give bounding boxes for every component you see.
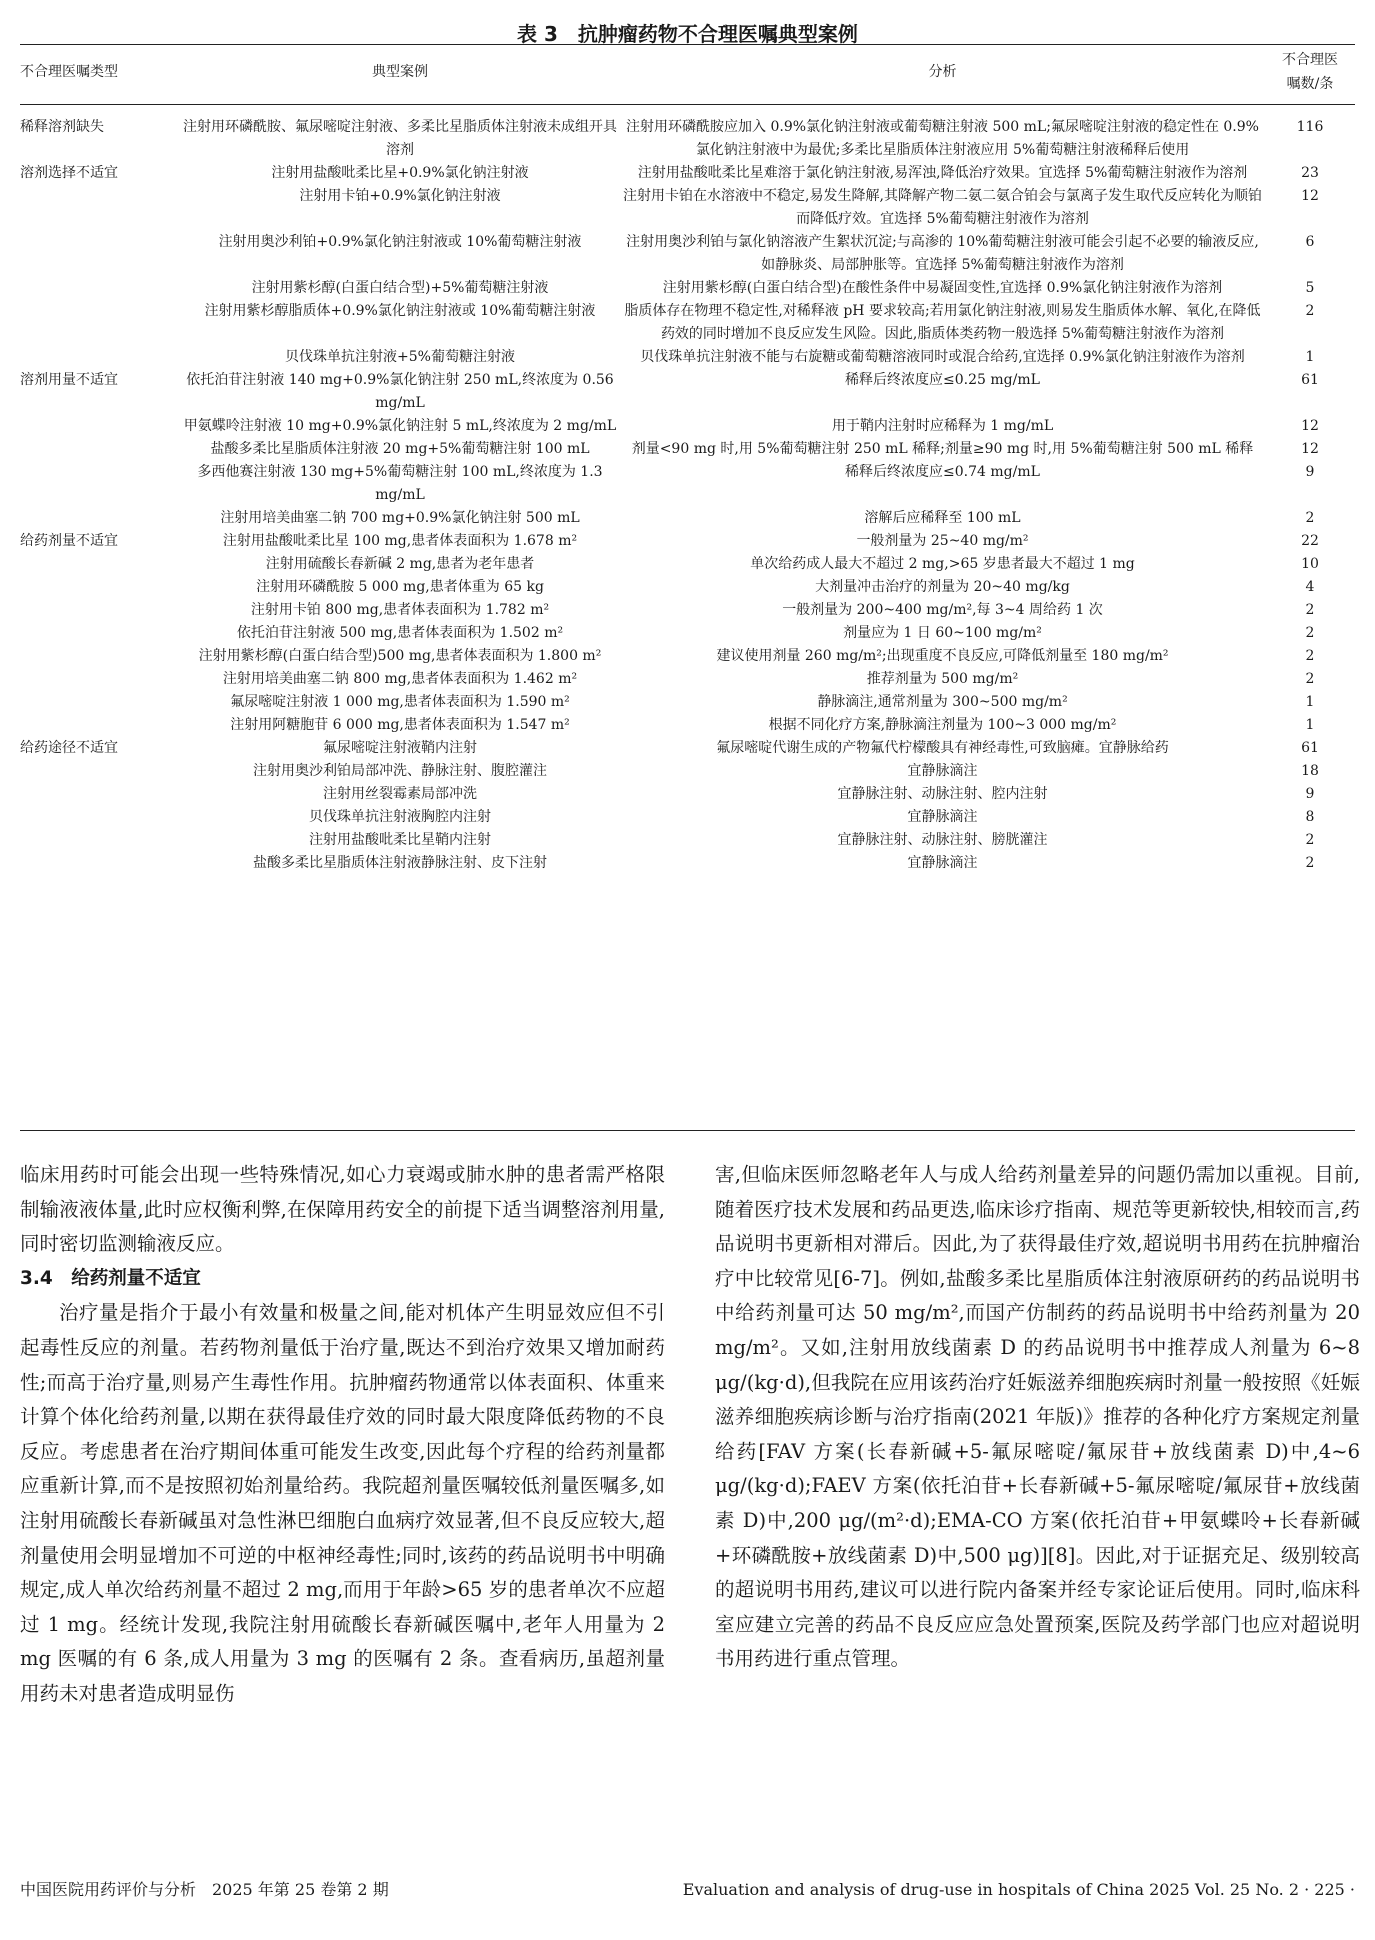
cell-count: 22 [1301, 533, 1319, 549]
cell-case: 氟尿嘧啶注射液鞘内注射 [323, 740, 477, 756]
table-row [20, 714, 1355, 737]
cell-analysis: 静脉滴注,通常剂量为 300~500 mg/m² [817, 694, 1068, 710]
cell-case: 注射用紫杉醇(白蛋白结合型)+5%葡萄糖注射液 [251, 280, 549, 296]
cell-case: 注射用卡铂 800 mg,患者体表面积为 1.782 m² [250, 602, 550, 618]
cell-count: 9 [1305, 786, 1315, 802]
cell-type [20, 185, 180, 231]
cell-type [20, 783, 180, 806]
cell-count: 23 [1301, 165, 1319, 181]
cell-analysis: 宜静脉滴注 [907, 855, 978, 871]
cell-type: 稀释溶剂缺失 [20, 119, 104, 135]
table-row [20, 553, 1355, 576]
cell-case: 注射用紫杉醇(白蛋白结合型)500 mg,患者体表面积为 1.800 m² [198, 648, 602, 664]
table-row [20, 622, 1355, 645]
cell-analysis: 氟尿嘧啶代谢生成的产物氟代柠檬酸具有神经毒性,可致脑瘫。宜静脉给药 [716, 740, 1169, 756]
cell-analysis: 注射用紫杉醇(白蛋白结合型)在酸性条件中易凝固变性,宜选择 0.9%氯化钠注射液作为溶剂 [662, 280, 1223, 296]
table-body [20, 116, 1355, 875]
cell-count: 116 [1296, 119, 1324, 135]
cell-type [20, 346, 180, 369]
table-row [20, 829, 1355, 852]
header-count-line1: 不合理医 [1282, 52, 1338, 68]
header-type: 不合理医嘱类型 [20, 64, 118, 80]
table-row [20, 162, 1355, 185]
cell-analysis: 稀释后终浓度应≤0.74 mg/mL [845, 464, 1040, 480]
table-row [20, 231, 1355, 277]
cell-count: 9 [1305, 464, 1315, 480]
cell-count: 10 [1301, 556, 1319, 572]
cell-case: 注射用培美曲塞二钠 800 mg,患者体表面积为 1.462 m² [222, 671, 578, 687]
cell-type [20, 829, 180, 852]
table-row [20, 852, 1355, 875]
header-count-line2: 嘱数/条 [1286, 76, 1334, 92]
table-row [20, 415, 1355, 438]
cell-count: 2 [1305, 602, 1315, 618]
cell-count: 12 [1301, 441, 1319, 457]
header-count [1265, 48, 1355, 96]
cell-case: 注射用奥沙利铂局部冲洗、静脉注射、腹腔灌注 [253, 763, 547, 779]
cell-case: 注射用盐酸吡柔比星鞘内注射 [309, 832, 491, 848]
cell-count: 12 [1301, 188, 1319, 204]
cell-type [20, 576, 180, 599]
cell-case: 依托泊苷注射液 500 mg,患者体表面积为 1.502 m² [236, 625, 564, 641]
cell-type [20, 622, 180, 645]
cell-count: 1 [1305, 717, 1315, 733]
cell-case: 依托泊苷注射液 140 mg+0.9%氯化钠注射 250 mL,终浓度为 0.56 mg/mL [186, 372, 614, 411]
cell-count: 2 [1305, 510, 1315, 526]
table-row [20, 346, 1355, 369]
table-row [20, 369, 1355, 415]
cell-case: 多西他赛注射液 130 mg+5%葡萄糖注射 100 mL,终浓度为 1.3 mg/mL [197, 464, 603, 503]
cell-count: 2 [1305, 648, 1315, 664]
cell-case: 甲氨蝶呤注射液 10 mg+0.9%氯化钠注射 5 mL,终浓度为 2 mg/mL [183, 418, 617, 434]
cell-count: 5 [1305, 280, 1315, 296]
cell-analysis: 宜静脉注射、动脉注射、膀胱灌注 [837, 832, 1048, 848]
table-bottom-rule [20, 1130, 1355, 1131]
cell-analysis: 用于鞘内注射时应稀释为 1 mg/mL [831, 418, 1054, 434]
cell-case: 贝伐珠单抗注射液+5%葡萄糖注射液 [285, 349, 515, 365]
cell-analysis: 剂量<90 mg 时,用 5%葡萄糖注射 250 mL 稀释;剂量≥90 mg 时,用 5%葡萄糖注射 500 mL 稀释 [631, 441, 1254, 457]
cell-analysis: 注射用环磷酰胺应加入 0.9%氯化钠注射液或葡萄糖注射液 500 mL;氟尿嘧啶注射液的稳定性在 0.9%氯化钠注射液中为最优;多柔比星脂质体注射液应用 5%葡萄糖注射液稀释后使用 [626, 119, 1259, 158]
table-row [20, 576, 1355, 599]
table-row [20, 530, 1355, 553]
cell-count: 12 [1301, 418, 1319, 434]
body-right-column [715, 1158, 1360, 1677]
cell-case: 注射用环磷酰胺 5 000 mg,患者体重为 65 kg [256, 579, 544, 595]
table-row [20, 783, 1355, 806]
footer-journal-en: Evaluation and analysis of drug-use in hospitals of China 2025 Vol. 25 No. 2 · 225 · [682, 1880, 1355, 1899]
table-row [20, 806, 1355, 829]
cell-analysis: 宜静脉滴注 [907, 763, 978, 779]
cell-case: 盐酸多柔比星脂质体注射液静脉注射、皮下注射 [253, 855, 547, 871]
cell-count: 2 [1305, 855, 1315, 871]
cell-type [20, 507, 180, 530]
cell-type: 给药剂量不适宜 [20, 533, 118, 549]
cell-analysis: 注射用盐酸吡柔比星难溶于氯化钠注射液,易浑浊,降低治疗效果。宜选择 5%葡萄糖注射液作为溶剂 [637, 165, 1248, 181]
cell-analysis: 大剂量冲击治疗的剂量为 20~40 mg/kg [815, 579, 1070, 595]
cell-case: 注射用环磷酰胺、氟尿嘧啶注射液、多柔比星脂质体注射液未成组开具溶剂 [183, 119, 617, 158]
cell-analysis: 建议使用剂量 260 mg/m²;出现重度不良反应,可降低剂量至 180 mg/m² [716, 648, 1169, 664]
cell-type [20, 691, 180, 714]
cell-case: 注射用卡铂+0.9%氯化钠注射液 [299, 188, 501, 204]
cell-analysis: 溶解后应稀释至 100 mL [864, 510, 1021, 526]
table-row [20, 507, 1355, 530]
cell-type [20, 553, 180, 576]
cell-count: 61 [1301, 740, 1319, 756]
cell-type [20, 714, 180, 737]
cell-case: 注射用奥沙利铂+0.9%氯化钠注射液或 10%葡萄糖注射液 [218, 234, 582, 250]
cell-case: 注射用培美曲塞二钠 700 mg+0.9%氯化钠注射 500 mL [220, 510, 580, 526]
table-row [20, 300, 1355, 346]
cell-count: 2 [1305, 303, 1315, 319]
cell-analysis: 脂质体存在物理不稳定性,对稀释液 pH 要求较高;若用氯化钠注射液,则易发生脂质体水解、氧化,在降低药效的同时增加不良反应发生风险。因此,脂质体类药物一般选择 5%葡萄糖注射液作为溶剂 [624, 303, 1261, 342]
footer-journal-cn: 中国医院用药评价与分析 2025 年第 25 卷第 2 期 [20, 1880, 389, 1899]
cell-analysis: 推荐剂量为 500 mg/m² [866, 671, 1019, 687]
cell-type [20, 668, 180, 691]
cell-count: 18 [1301, 763, 1319, 779]
cell-type [20, 277, 180, 300]
cell-analysis: 宜静脉滴注 [907, 809, 978, 825]
cell-type [20, 806, 180, 829]
cell-count: 6 [1305, 234, 1315, 250]
cell-type [20, 599, 180, 622]
cell-analysis: 稀释后终浓度应≤0.25 mg/mL [845, 372, 1040, 388]
table-row [20, 599, 1355, 622]
cell-analysis: 一般剂量为 200~400 mg/m²,每 3~4 周给药 1 次 [782, 602, 1103, 618]
table-row [20, 461, 1355, 507]
header-analysis: 分析 [928, 64, 957, 80]
cell-analysis: 注射用卡铂在水溶液中不稳定,易发生降解,其降解产物二氨二氨合铂会与氯离子发生取代反应转化为顺铂而降低疗效。宜选择 5%葡萄糖注射液作为溶剂 [623, 188, 1262, 227]
cell-case: 注射用丝裂霉素局部冲洗 [323, 786, 477, 802]
cell-analysis: 注射用奥沙利铂与氯化钠溶液产生絮状沉淀;与高渗的 10%葡萄糖注射液可能会引起不必要的输液反应,如静脉炎、局部肿胀等。宜选择 5%葡萄糖注射液作为溶剂 [626, 234, 1259, 273]
table-row [20, 668, 1355, 691]
table-header-rule [20, 104, 1355, 105]
cell-type [20, 645, 180, 668]
table-row [20, 277, 1355, 300]
cell-count: 4 [1305, 579, 1315, 595]
right-paragraph-1: 害,但临床医师忽略老年人与成人给药剂量差异的问题仍需加以重视。目前,随着医疗技术发展和药品更迭,临床诊疗指南、规范等更新较快,相较而言,药品说明书更新相对滞后。因此,为了获得最佳疗效,超说明书用药在抗肿瘤治疗中比较常见[6-7]。例如,盐酸多柔比星脂质体注射液原研药的药品说明书中给药剂量可达 50 mg/m²,而国产仿制药的药品说明书中给药剂量为 20 mg/m²。又如,注射用放线菌素 D 的药品说明书中推荐成人剂量为 6~8 μg/(kg·d),但我院在应用该药治疗妊娠滋养细胞疾病时剂量一般按照《妊娠滋养细胞疾病诊断与治疗指南(2021 年版)》推荐的各种化疗方案规定剂量给药[FAV 方案(长春新碱+5-氟尿嘧啶/氟尿苷+放线菌素 D)中,4~6 μg/(kg·d);FAEV 方案(依托泊苷+长春新碱+5-氟尿嘧啶/氟尿苷+放线菌素 D)中,200 μg/(m²·d);EMA-CO 方案(依托泊苷+甲氨蝶呤+长春新碱+环磷酰胺+放线菌素 D)中,500 μg)][8]。因此,对于证据充足、级别较高的超说明书用药,建议可以进行院内备案并经专家论证后使用。同时,临床科室应建立完善的药品不良反应应急处置预案,医院及药学部门也应对超说明书用药进行重点管理。 [715, 1163, 1360, 1671]
cell-type: 给药途径不适宜 [20, 740, 118, 756]
cell-analysis: 剂量应为 1 日 60~100 mg/m² [843, 625, 1042, 641]
cell-count: 1 [1305, 694, 1315, 710]
body-left-column [20, 1158, 665, 1712]
cell-type [20, 300, 180, 346]
cell-analysis: 一般剂量为 25~40 mg/m² [856, 533, 1029, 549]
cell-type: 溶剂用量不适宜 [20, 372, 118, 388]
left-paragraph-1: 临床用药时可能会出现一些特殊情况,如心力衰竭或肺水肿的患者需严格限制输液液体量,此时应权衡利弊,在保障用药安全的前提下适当调整溶剂用量,同时密切监测输液反应。 [20, 1163, 665, 1256]
prescription-table [20, 116, 1355, 875]
cell-case: 注射用阿糖胞苷 6 000 mg,患者体表面积为 1.547 m² [230, 717, 570, 733]
cell-analysis: 单次给药成人最大不超过 2 mg,>65 岁患者最大不超过 1 mg [750, 556, 1135, 572]
cell-type: 溶剂选择不适宜 [20, 165, 118, 181]
cell-case: 盐酸多柔比星脂质体注射液 20 mg+5%葡萄糖注射 100 mL [210, 441, 590, 457]
cell-case: 注射用盐酸吡柔比星 100 mg,患者体表面积为 1.678 m² [222, 533, 578, 549]
cell-case: 注射用盐酸吡柔比星+0.9%氯化钠注射液 [271, 165, 529, 181]
table-top-rule [20, 44, 1355, 45]
table-title: 表 3 抗肿瘤药物不合理医嘱典型案例 [517, 22, 858, 46]
table-row [20, 438, 1355, 461]
cell-count: 2 [1305, 625, 1315, 641]
cell-type [20, 438, 180, 461]
cell-type [20, 231, 180, 277]
section-heading: 3.4 给药剂量不适宜 [20, 1267, 201, 1289]
table-row [20, 116, 1355, 162]
table-row [20, 691, 1355, 714]
left-paragraph-2: 治疗量是指介于最小有效量和极量之间,能对机体产生明显效应但不引起毒性反应的剂量。若药物剂量低于治疗量,既达不到治疗效果又增加耐药性;而高于治疗量,则易产生毒性作用。抗肿瘤药物通常以体表面积、体重来计算个体化给药剂量,以期在获得最佳疗效的同时最大限度降低药物的不良反应。考虑患者在治疗期间体重可能发生改变,因此每个疗程的给药剂量都应重新计算,而不是按照初始剂量给药。我院超剂量医嘱较低剂量医嘱多,如注射用硫酸长春新碱虽对急性淋巴细胞白血病疗效显著,但不良反应较大,超剂量使用会明显增加不可逆的中枢神经毒性;同时,该药的药品说明书中明确规定,成人单次给药剂量不超过 2 mg,而用于年龄>65 岁的患者单次不应超过 1 mg。经统计发现,我院注射用硫酸长春新碱医嘱中,老年人用量为 2 mg 医嘱的有 6 条,成人用量为 3 mg 的医嘱有 2 条。查看病历,虽超剂量用药未对患者造成明显伤 [20, 1301, 665, 1705]
cell-case: 氟尿嘧啶注射液 1 000 mg,患者体表面积为 1.590 m² [230, 694, 570, 710]
cell-count: 1 [1305, 349, 1315, 365]
cell-analysis: 贝伐珠单抗注射液不能与右旋糖或葡萄糖溶液同时或混合给药,宜选择 0.9%氯化钠注射液作为溶剂 [640, 349, 1245, 365]
cell-count: 2 [1305, 832, 1315, 848]
table-row [20, 737, 1355, 760]
cell-count: 2 [1305, 671, 1315, 687]
cell-type [20, 852, 180, 875]
cell-case: 注射用紫杉醇脂质体+0.9%氯化钠注射液或 10%葡萄糖注射液 [204, 303, 596, 319]
table-row [20, 645, 1355, 668]
cell-count: 8 [1305, 809, 1315, 825]
cell-analysis: 根据不同化疗方案,静脉滴注剂量为 100~3 000 mg/m² [768, 717, 1117, 733]
cell-case: 注射用硫酸长春新碱 2 mg,患者为老年患者 [265, 556, 535, 572]
cell-count: 61 [1301, 372, 1319, 388]
cell-analysis: 宜静脉注射、动脉注射、腔内注射 [837, 786, 1048, 802]
table-row [20, 185, 1355, 231]
cell-case: 贝伐珠单抗注射液胸腔内注射 [309, 809, 491, 825]
cell-type [20, 415, 180, 438]
cell-type [20, 461, 180, 507]
cell-type [20, 760, 180, 783]
header-case: 典型案例 [372, 64, 428, 80]
table-row [20, 760, 1355, 783]
